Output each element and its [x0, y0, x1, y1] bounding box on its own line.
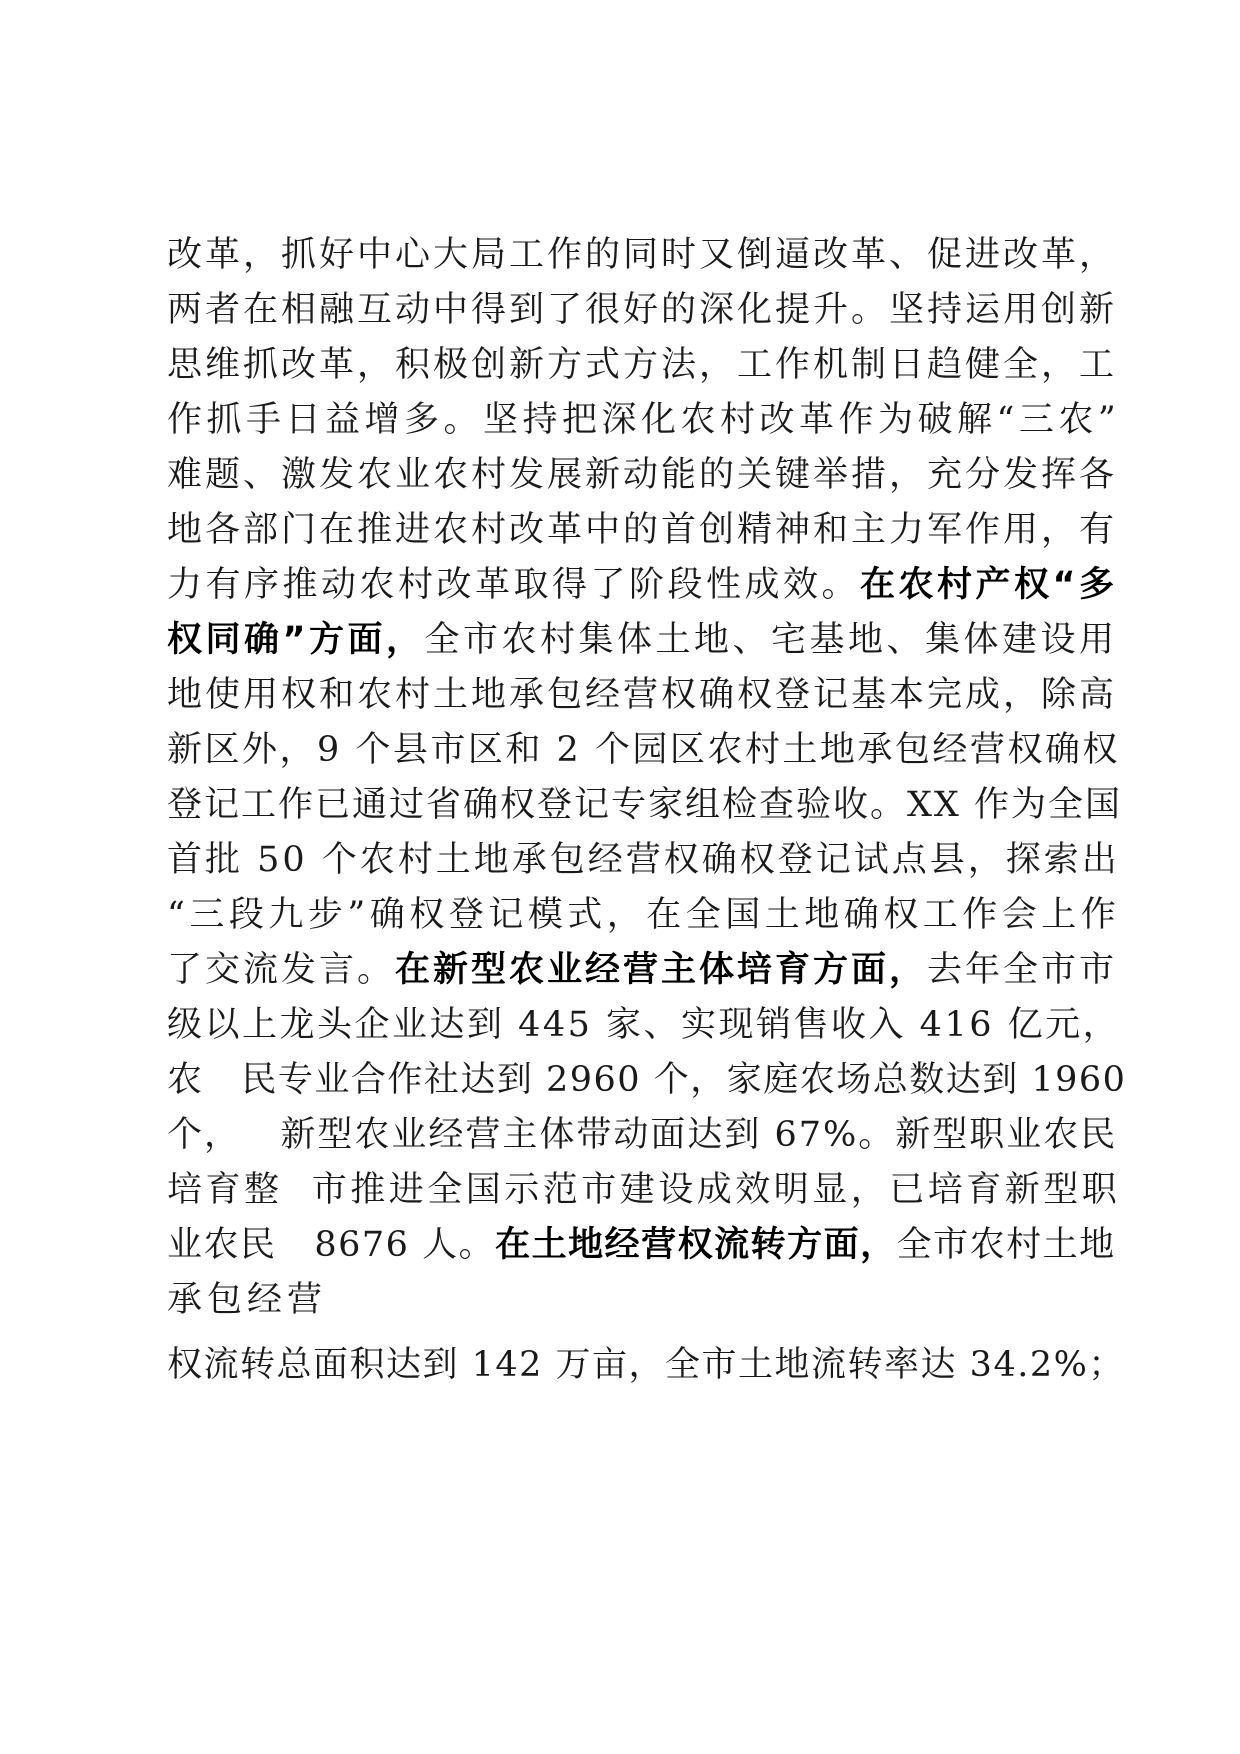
text-run: 两者在相融互动中得到了很好的深化提升。坚持运用创新 — [167, 290, 1118, 330]
text-line — [167, 1218, 1127, 1273]
body-text — [167, 228, 1127, 1393]
text-line — [167, 283, 1127, 338]
text-run: 登记工作已通过省确权登记专家组检查验收。XX 作为全国 — [167, 785, 1122, 825]
text-line — [167, 1108, 1127, 1163]
text-run: 了交流发言。 — [167, 950, 396, 990]
text-line — [167, 448, 1127, 503]
text-line — [167, 998, 1127, 1053]
text-line — [167, 338, 1127, 393]
text-run: 首批 50 个农村土地承包经营权确权登记试点县，探索出 — [167, 840, 1120, 880]
text-line — [167, 613, 1127, 668]
text-line — [167, 1273, 1127, 1328]
text-line — [167, 833, 1127, 888]
text-run: 业农民 8676 人。 — [167, 1225, 496, 1265]
text-run: 力有序推动农村改革取得了阶段性成效。 — [167, 565, 861, 605]
text-run: 全市农村土地 — [896, 1225, 1116, 1265]
text-run: 新区外，9 个县市区和 2 个园区农村土地承包经营权确权 — [167, 730, 1120, 770]
text-run: “三段九步”确权登记模式，在全国土地确权工作会上作 — [167, 895, 1121, 935]
text-run: 级以上龙头企业达到 445 家、实现销售收入 416 亿元， — [167, 1005, 1121, 1045]
text-line — [167, 778, 1127, 833]
text-line — [167, 723, 1127, 778]
text-line — [167, 888, 1127, 943]
text-line — [167, 393, 1127, 448]
text-line — [167, 503, 1127, 558]
text-run: 全市农村集体土地、宅基地、集体建设用 — [424, 620, 1118, 660]
text-line — [167, 228, 1127, 283]
text-run: 地使用权和农村土地承包经营权确权登记基本完成，除高 — [167, 675, 1118, 715]
text-run: 难题、激发农业农村发展新动能的关键举措，充分发挥各 — [167, 455, 1118, 495]
text-line — [167, 668, 1127, 723]
bold-heading-run: 在土地经营权流转方面， — [495, 1225, 897, 1265]
text-run: 思维抓改革，积极创新方式方法，工作机制日趋健全，工 — [167, 345, 1118, 385]
text-run: 去年全市市 — [927, 950, 1118, 990]
text-run: 培育整 市推进全国示范市建设成效明显，已培育新型职 — [167, 1170, 1121, 1210]
text-run: 作抓手日益增多。坚持把深化农村改革作为破解“三农” — [167, 400, 1121, 440]
bold-heading-run: 在新型农业经营主体培育方面， — [395, 950, 928, 990]
text-run: 承包经营 — [167, 1280, 328, 1320]
text-line — [167, 558, 1127, 613]
bold-heading-run: 权同确”方面， — [167, 620, 425, 660]
text-run: 地各部门在推进农村改革中的首创精神和主力军作用，有 — [167, 510, 1118, 550]
text-run: 农 民专业合作社达到 2960 个，家庭农场总数达到 1960 — [167, 1060, 1127, 1100]
text-line — [167, 1163, 1127, 1218]
text-line — [167, 1338, 1127, 1393]
bold-heading-run: 在农村产权“多 — [860, 565, 1118, 605]
text-run: 改革，抓好中心大局工作的同时又倒逼改革、促进改革， — [167, 235, 1118, 275]
text-line — [167, 1053, 1127, 1108]
text-line — [167, 943, 1127, 998]
text-run: 权流转总面积达到 142 万亩，全市土地流转率达 34.2%； — [167, 1345, 1125, 1385]
text-run: 个， 新型农业经营主体带动面达到 67%。新型职业农民 — [167, 1115, 1118, 1155]
